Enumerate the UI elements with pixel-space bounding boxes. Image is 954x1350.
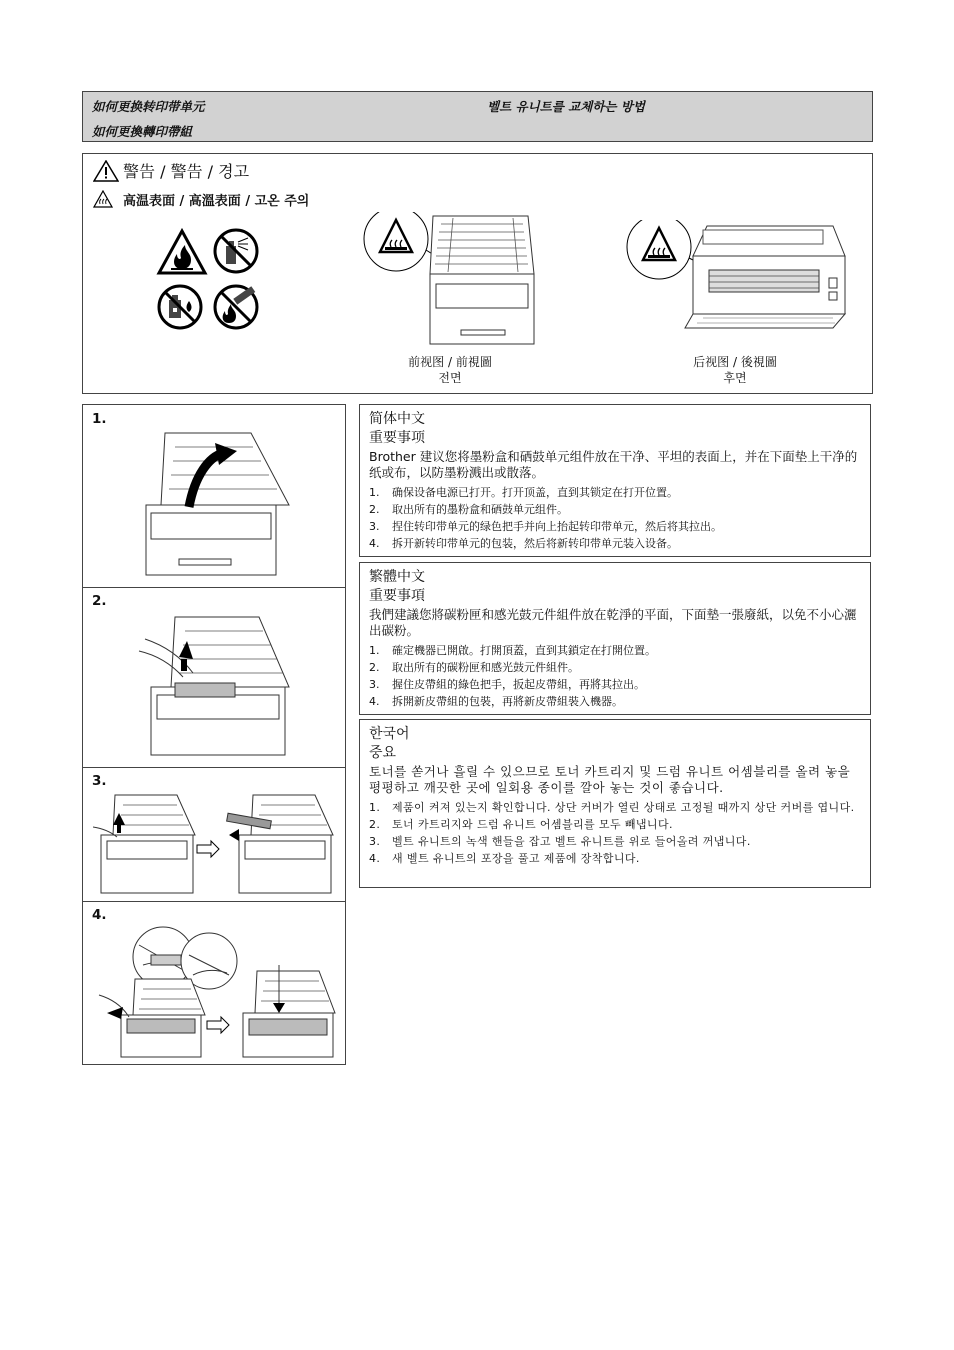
rear-view-caption-cn: 后视图 / 後視圖 (693, 355, 777, 369)
step-4 (83, 901, 345, 1064)
printer-front-view-illustration (363, 212, 543, 348)
step-2-illustration (135, 609, 295, 759)
list-item: 4. 새 벨트 유니트의 포장을 풀고 제품에 장착합니다. (369, 852, 640, 865)
language-heading: 한국어 (369, 726, 410, 742)
important-heading: 중요 (369, 745, 397, 761)
step-2 (83, 587, 345, 768)
front-view-caption-cn: 前视图 / 前視圖 (408, 355, 492, 369)
intro-text: 토너를 쏟거나 흘릴 수 있으므로 토너 카트리지 및 드럼 유니트 어셈블리를 올려 놓을 평평하고 깨끗한 곳에 일회용 종이를 깔아 놓는 것이 좋습니다. (369, 764, 851, 795)
list-item: 2. 取出所有的墨粉盒和硒鼓单元组件。 (369, 503, 568, 516)
list-item: 2. 토너 카트리지와 드럼 유니트 어셈블리를 모두 빼냅니다. (369, 818, 673, 831)
list-item: 3. 捏住转印带单元的绿色把手并向上抬起转印带单元，然后将其拉出。 (369, 520, 722, 533)
front-view-caption (383, 354, 517, 386)
intro-text: 我們建議您將碳粉匣和感光鼓元件組件放在乾淨的平面，下面墊一張廢紙，以免不小心灑出碳粉。 (369, 607, 857, 638)
step-1-illustration (141, 427, 291, 579)
warning-panel (82, 153, 873, 394)
section-zh-tw (359, 562, 871, 715)
intro-text: Brother 建议您将墨粉盒和硒鼓单元组件放在干净、平坦的表面上，并在下面垫上干净的纸或布，以防墨粉溅出或散落。 (369, 449, 858, 480)
step-number: 1. (92, 411, 107, 427)
prohibition-symbols (155, 228, 263, 334)
header-title-ko: 벨트 유니트를 교체하는 방법 (487, 99, 645, 114)
hot-surface-icon (93, 190, 113, 208)
step-4-illustration (93, 925, 339, 1061)
header-title-zh-cn: 如何更换转印带单元 (92, 99, 205, 114)
no-fire-icon (215, 286, 257, 328)
step-3-illustration (93, 789, 339, 897)
list-item: 3. 벨트 유니트의 녹색 핸들을 잡고 벨트 유니트를 위로 들어올려 꺼냅니다. (369, 835, 751, 848)
step-1 (83, 405, 345, 588)
important-heading: 重要事项 (369, 430, 425, 446)
header-title-zh-tw: 如何更換轉印帶組 (92, 124, 193, 139)
step-number: 2. (92, 593, 107, 609)
instruction-list (369, 800, 861, 867)
rear-view-caption (668, 354, 802, 386)
step-3 (83, 767, 345, 902)
rear-view-caption-ko: 후면 (723, 371, 747, 385)
instruction-list (369, 643, 861, 710)
important-heading: 重要事項 (369, 588, 425, 604)
list-item: 2. 取出所有的碳粉匣和感光鼓元件組件。 (369, 661, 579, 674)
list-item: 4. 拆開新皮帶組的包裝，再將新皮帶組裝入機器。 (369, 695, 623, 708)
section-ko (359, 719, 871, 888)
list-item: 1. 確定機器已開啟。打開頂蓋，直到其鎖定在打開位置。 (369, 644, 656, 657)
flammable-icon (159, 231, 205, 273)
no-spray-icon (215, 230, 257, 272)
warning-title: 警告 / 警告 / 경고 (123, 162, 250, 181)
section-zh-cn (359, 404, 871, 557)
step-number: 3. (92, 773, 107, 789)
language-heading: 繁體中文 (369, 569, 425, 585)
instruction-list (369, 485, 861, 552)
warning-triangle-icon (93, 160, 119, 182)
list-item: 4. 拆开新转印带单元的包装，然后将新转印带单元装入设备。 (369, 537, 678, 550)
step-number: 4. (92, 907, 107, 923)
list-item: 1. 제품이 켜져 있는지 확인합니다. 상단 커버가 열린 상태로 고정될 때까지 상단 커버를 엽니다. (369, 801, 855, 814)
list-item: 3. 握住皮帶組的綠色把手，扳起皮帶組，再將其拉出。 (369, 678, 645, 691)
no-liquid-icon (159, 286, 201, 328)
language-heading: 简体中文 (369, 411, 425, 427)
header-bar (82, 91, 873, 142)
list-item: 1. 确保设备电源已打开。打开顶盖，直到其锁定在打开位置。 (369, 486, 678, 499)
hot-surface-label: 高温表面 / 高溫表面 / 고온 주의 (123, 194, 310, 209)
printer-rear-view-illustration (623, 220, 853, 332)
steps-panel (82, 404, 346, 1065)
front-view-caption-ko: 전면 (438, 371, 462, 385)
